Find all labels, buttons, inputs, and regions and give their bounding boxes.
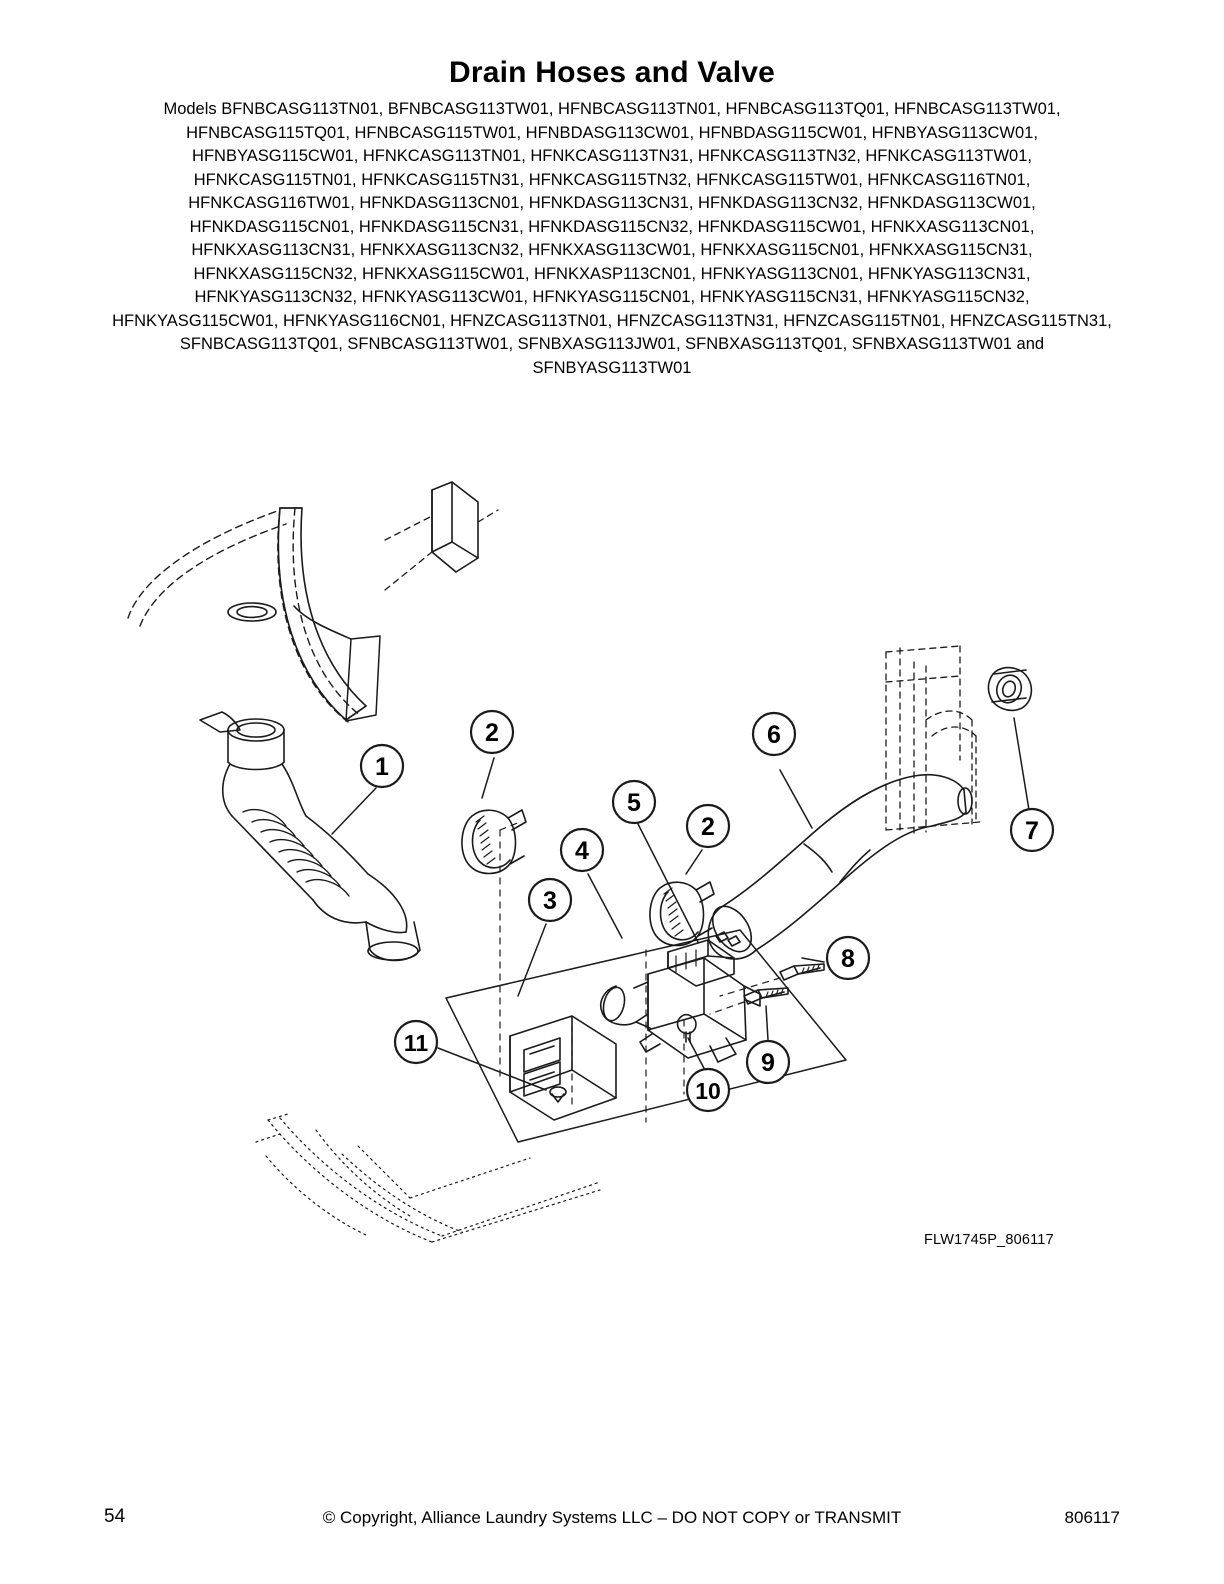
models-list: Models BFNBCASG113TN01, BFNBCASG113TW01, HFNBCASG113TN01, HFNBCASG113TQ01, HFNBCASG113TW01, HFNBCASG115TQ01, HFNBCASG115TW01, HFNBDASG113CW01, HFNBDASG115CW01, HFNBYASG113CW01, HFNBYASG115CW01, HFNKCASG113TN01, HFNKCASG113TN31, HFNKCASG113TN32, HFNKCASG113TW01, HFNKCASG115TN01, HFNKCASG115TN31, HFNKCASG115TN32, HFNKCASG115TW01, HFNKCASG116TN01, HFNKCASG116TW01, HFNKDASG113CN01, HFNKDASG113CN31, HFNKDASG113CN32, HFNKDASG113CW01, HFNKDASG115CN01, HFNKDASG115CN31, HFNKDASG115CN32, HFNKDASG115CW01, HFNKXASG113CN01, HFNKXASG113CN31, HFNKXASG113CN32, HFNKXASG113CW01, HFNKXASG115CN01, HFNKXASG115CN31, HFNKXASG115CN32, HFNKXASG115CW01, HFNKXASP113CN01, HFNKYASG113CN01, HFNKYASG113CN31, HFNKYASG113CN32, HFNKYASG113CW01, HFNKYASG115CN01, HFNKYASG115CN31, HFNKYASG115CN32, HFNKYASG115CW01, HFNKYASG116CN01, HFNZCASG113TN01, HFNZCASG113TN31, HFNZCASG115TN01, HFNZCASG115TN31, SFNBCASG113TQ01, SFNBCASG113TW01, SFNBXASG113JW01, SFNBXASG113TQ01, SFNBXASG113TW01 and SFNBYASG113TW01 bbox=[112, 100, 1112, 377]
callout-7-label: 7 bbox=[1025, 817, 1039, 845]
callout-6 bbox=[753, 713, 795, 755]
callout-4-label: 4 bbox=[575, 837, 589, 865]
callout-8-label: 8 bbox=[841, 945, 855, 973]
callout-11 bbox=[395, 1021, 437, 1063]
document-number: 806117 bbox=[1064, 1508, 1120, 1527]
copyright-notice: © Copyright, Alliance Laundry Systems LLC – DO NOT COPY or TRANSMIT bbox=[322, 1508, 902, 1527]
callout-3-label: 3 bbox=[543, 887, 557, 915]
callout-6-label: 6 bbox=[767, 721, 781, 749]
callout-9-label: 9 bbox=[761, 1049, 775, 1077]
callout-10-label: 10 bbox=[695, 1078, 721, 1104]
callout-2a-label: 2 bbox=[485, 719, 499, 747]
page-title: Drain Hoses and Valve bbox=[448, 56, 775, 89]
callout-7 bbox=[1011, 809, 1053, 851]
callout-10 bbox=[687, 1069, 729, 1111]
page-number: 54 bbox=[104, 1506, 126, 1527]
callout-8 bbox=[827, 937, 869, 979]
callout-3 bbox=[529, 879, 571, 921]
callout-2b bbox=[687, 805, 729, 847]
callout-5 bbox=[613, 781, 655, 823]
callout-2a bbox=[471, 711, 513, 753]
callout-1 bbox=[361, 745, 403, 787]
callout-5-label: 5 bbox=[627, 789, 641, 817]
callout-4 bbox=[561, 829, 603, 871]
figure-code: FLW1745P_806117 bbox=[924, 1232, 1054, 1248]
callout-11-label: 11 bbox=[403, 1030, 429, 1056]
callout-1-label: 1 bbox=[375, 753, 389, 781]
callout-2b-label: 2 bbox=[701, 813, 715, 841]
callout-9 bbox=[747, 1041, 789, 1083]
exploded-parts-diagram bbox=[80, 430, 1144, 1270]
